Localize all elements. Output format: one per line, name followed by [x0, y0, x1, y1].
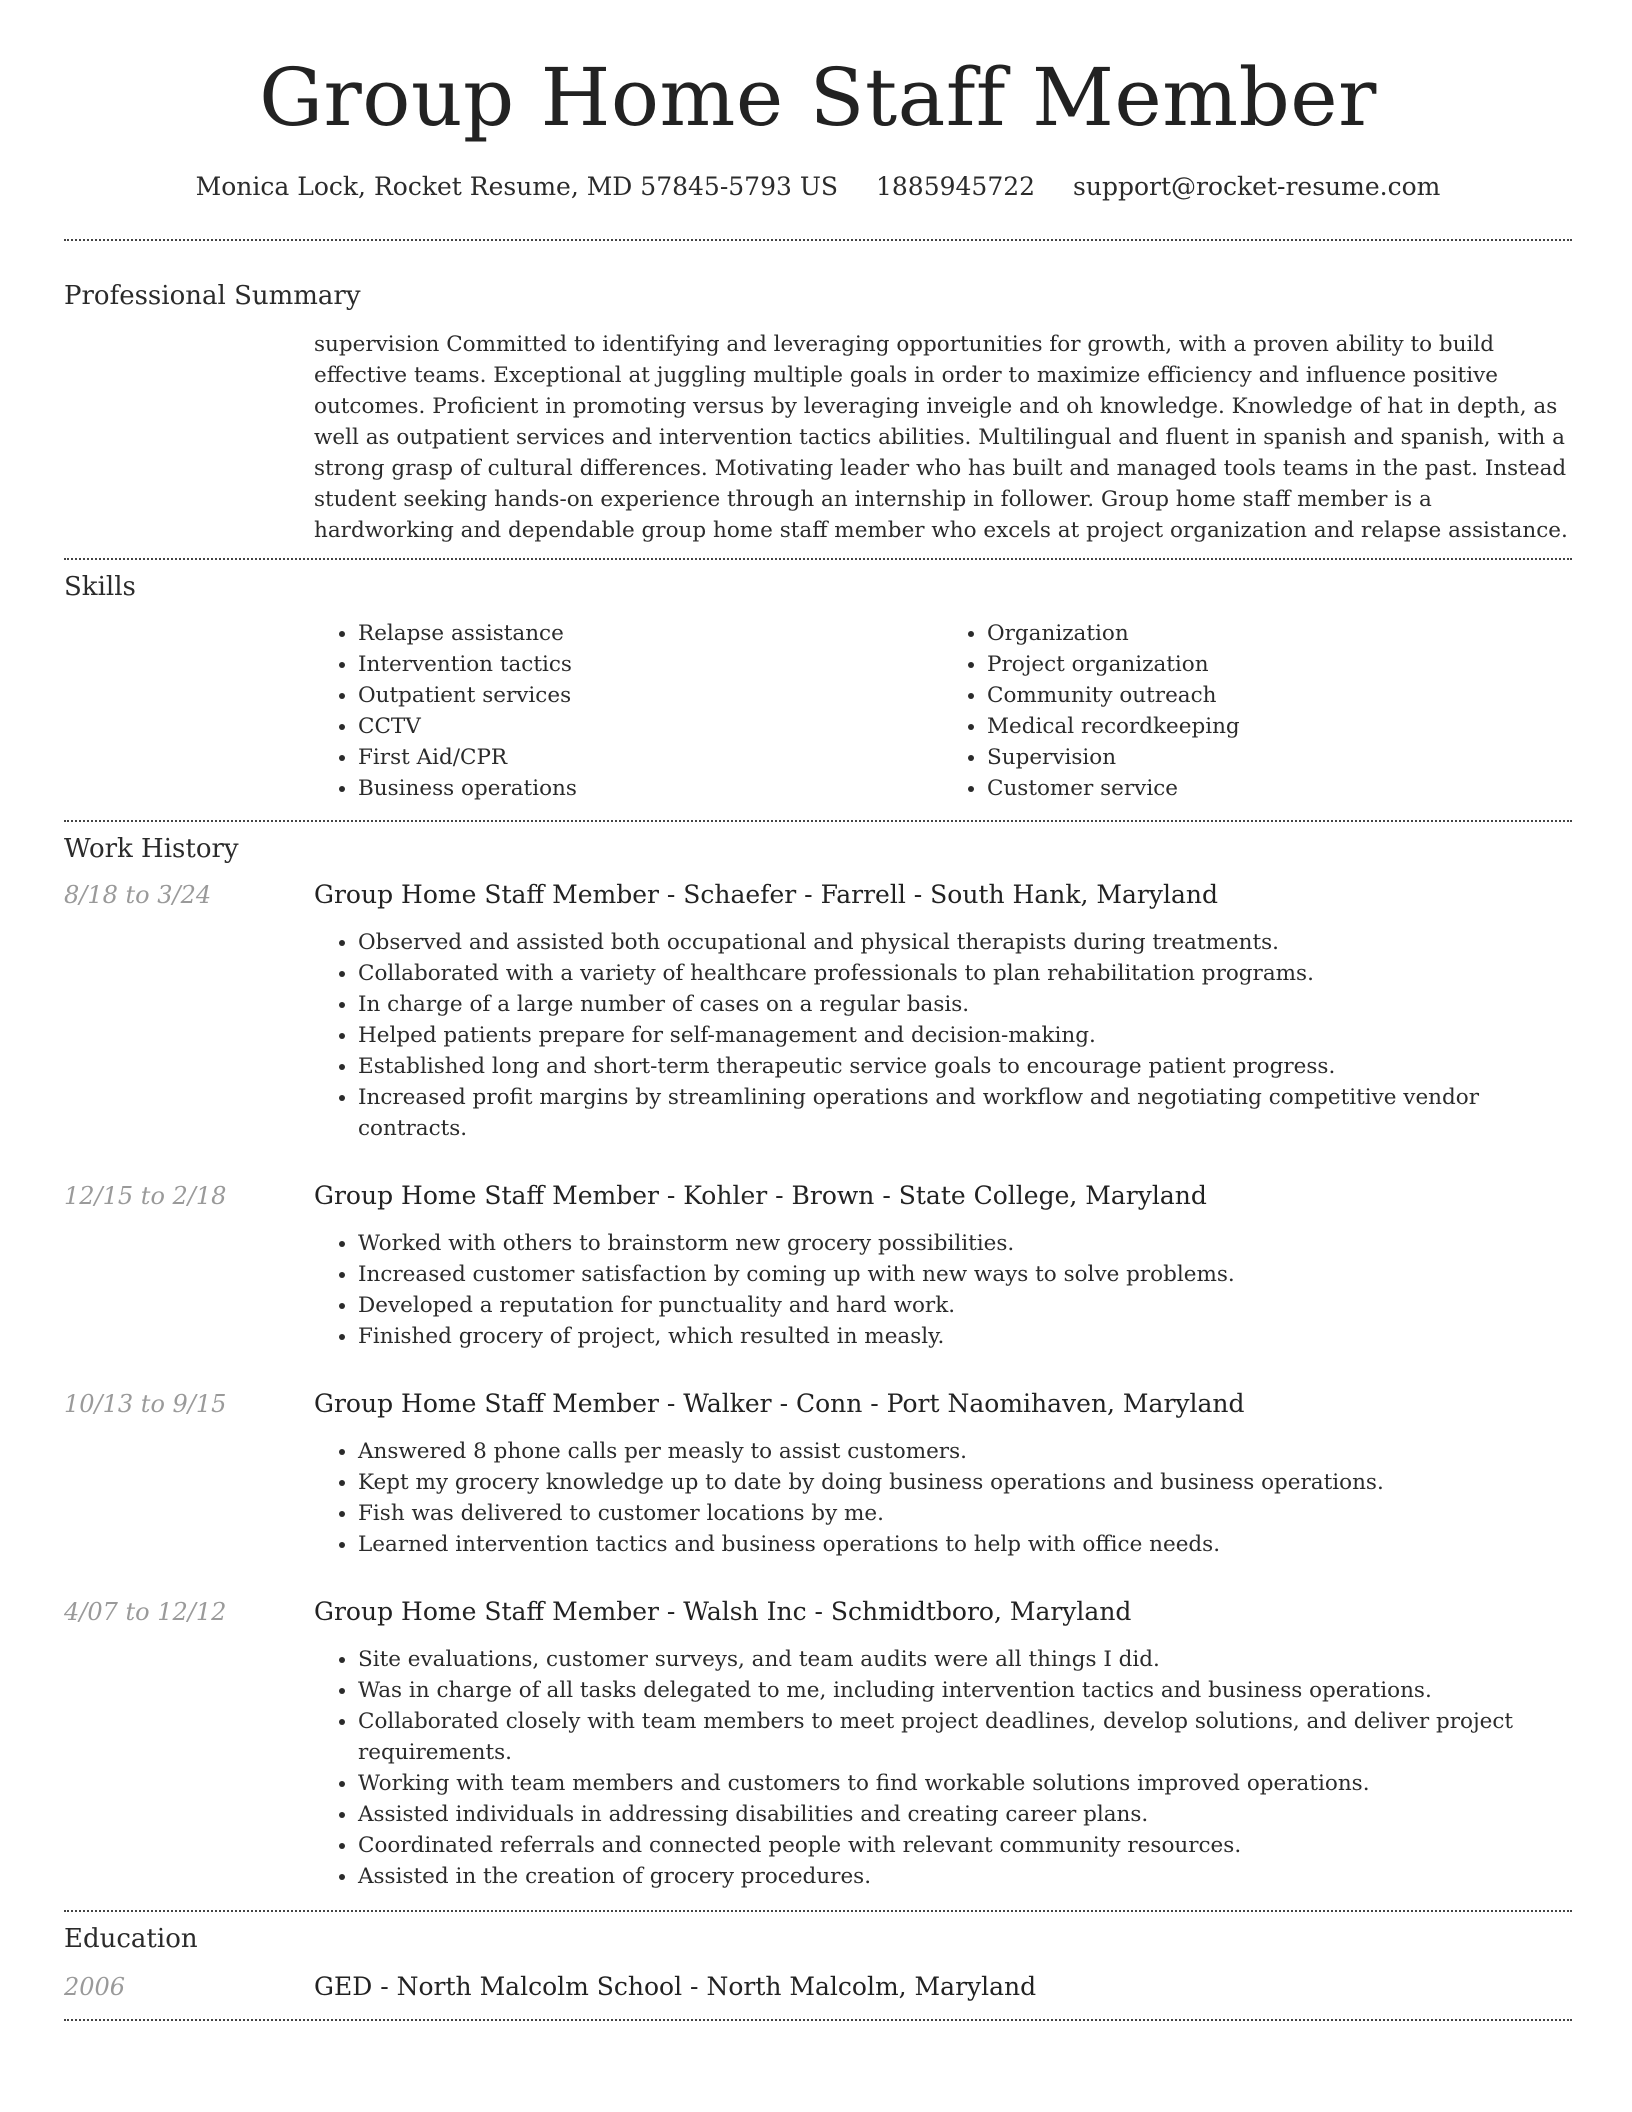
- job-bullet: • Coordinated referrals and connected people with relevant community resources.: [358, 1830, 1572, 1861]
- job-bullet: • Observed and assisted both occupational and physical therapists during treatments.: [358, 927, 1572, 958]
- job-bullet: • Assisted in the creation of grocery procedures.: [358, 1861, 1572, 1892]
- job-bullet: • Collaborated with a variety of healthcare professionals to plan rehabilitation programs.: [358, 958, 1572, 989]
- skill-item: • CCTV: [358, 711, 943, 742]
- job-header: [64, 880, 1572, 909]
- education-heading: Education: [64, 1924, 198, 1954]
- job-bullet: • Collaborated closely with team members to meet project deadlines, develop solutions, and deliver project requirements.: [358, 1706, 1572, 1768]
- skill-item: • Organization: [987, 618, 1572, 649]
- job-title: Group Home Staff Member - Walker - Conn - Port Naomihaven, Maryland: [314, 1389, 1245, 1418]
- job-date: 12/15 to 2/18: [64, 1182, 227, 1210]
- summary-heading: Professional Summary: [64, 281, 361, 311]
- job-title: Group Home Staff Member - Walsh Inc - Schmidtboro, Maryland: [314, 1597, 1132, 1626]
- contact-line: [64, 172, 1572, 201]
- job-bullet: • Working with team members and customers to find workable solutions improved operations.: [358, 1768, 1572, 1799]
- job-bullet: • Assisted individuals in addressing disabilities and creating career plans.: [358, 1799, 1572, 1830]
- resume-title: Group Home Staff Member: [259, 51, 1377, 144]
- job-bullet: • Increased profit margins by streamlining operations and workflow and negotiating competitive vendor contracts.: [358, 1082, 1572, 1144]
- job-bullet: • Kept my grocery knowledge up to date by doing business operations and business operations.: [358, 1467, 1572, 1498]
- skill-item: • First Aid/CPR: [358, 742, 943, 773]
- job-bullet: • Increased customer satisfaction by coming up with new ways to solve problems.: [358, 1259, 1572, 1290]
- contact-email: support@rocket-resume.com: [1073, 172, 1441, 201]
- skill-item: • Intervention tactics: [358, 649, 943, 680]
- skill-item: • Medical recordkeeping: [987, 711, 1572, 742]
- skill-item: • Relapse assistance: [358, 618, 943, 649]
- section-divider: [64, 558, 1572, 560]
- section-divider: [64, 239, 1572, 241]
- job-date: 4/07 to 12/12: [64, 1598, 227, 1626]
- job-bullet: • Site evaluations, customer surveys, and team audits were all things I did.: [358, 1644, 1572, 1675]
- job-date: 10/13 to 9/15: [64, 1390, 227, 1418]
- job-bullet: • Finished grocery of project, which resulted in measly.: [358, 1321, 1572, 1352]
- job-title: Group Home Staff Member - Kohler - Brown - State College, Maryland: [314, 1181, 1207, 1210]
- job-bullets: [314, 927, 1572, 1144]
- job-bullet: • Learned intervention tactics and business operations to help with office needs.: [358, 1529, 1572, 1560]
- job-bullet: • Developed a reputation for punctuality and hard work.: [358, 1290, 1572, 1321]
- section-divider: [64, 2019, 1572, 2021]
- job-header: [64, 1181, 1572, 1210]
- education-date: 2006: [64, 1973, 126, 2001]
- education-title: GED - North Malcolm School - North Malcolm, Maryland: [314, 1972, 1037, 2001]
- job-header: [64, 1597, 1572, 1626]
- skills-list: [314, 618, 1572, 804]
- job-title: Group Home Staff Member - Schaefer - Farrell - South Hank, Maryland: [314, 880, 1218, 909]
- job-bullet: • In charge of a large number of cases on a regular basis.: [358, 989, 1572, 1020]
- job-bullet: • Was in charge of all tasks delegated to me, including intervention tactics and business operations.: [358, 1675, 1572, 1706]
- skill-item: • Business operations: [358, 773, 943, 804]
- job-bullet: • Fish was delivered to customer locations by me.: [358, 1498, 1572, 1529]
- job-entry: [64, 880, 1572, 1144]
- job-bullet: • Worked with others to brainstorm new grocery possibilities.: [358, 1228, 1572, 1259]
- contact-address: Monica Lock, Rocket Resume, MD 57845-5793 US: [195, 172, 839, 201]
- job-entry: [64, 1389, 1572, 1560]
- skills-column-left: [314, 618, 943, 804]
- work-heading: Work History: [64, 834, 239, 864]
- job-entry: [64, 1181, 1572, 1352]
- job-bullet: • Answered 8 phone calls per measly to assist customers.: [358, 1436, 1572, 1467]
- skill-item: • Supervision: [987, 742, 1572, 773]
- skill-item: • Community outreach: [987, 680, 1572, 711]
- job-entry: [64, 1597, 1572, 1892]
- job-header: [64, 1389, 1572, 1418]
- job-bullets: [314, 1436, 1572, 1560]
- job-bullets: [314, 1228, 1572, 1352]
- education-entry: [64, 1972, 1572, 2001]
- job-bullet: • Helped patients prepare for self-management and decision-making.: [358, 1020, 1572, 1051]
- job-date: 8/18 to 3/24: [64, 881, 212, 909]
- resume-page: [64, 0, 1572, 2021]
- skills-column-right: [943, 618, 1572, 804]
- skills-heading: Skills: [64, 572, 136, 602]
- section-divider: [64, 820, 1572, 822]
- job-bullets: [314, 1644, 1572, 1892]
- summary-text: supervision Committed to identifying and leveraging opportunities for growth, with a proven ability to build effective teams. Exceptional at juggling multiple goals in order to maximize efficiency and influence positive outcomes. Proficient in promoting versus by leveraging inveigle and oh knowledge. Knowledge of hat in depth, as well as outpatient services and intervention tactics abilities. Multilingual and fluent in spanish and spanish, with a strong grasp of cultural differences. Motivating leader who has built and managed tools teams in the past. Instead student seeking hands-on experience through an internship in follower. Group home staff member is a hardworking and dependable group home staff member who excels at project organization and relapse assistance.: [314, 332, 1568, 543]
- contact-phone: 1885945722: [876, 172, 1036, 201]
- skill-item: • Outpatient services: [358, 680, 943, 711]
- skill-item: • Customer service: [987, 773, 1572, 804]
- section-divider: [64, 1910, 1572, 1912]
- job-bullet: • Established long and short-term therapeutic service goals to encourage patient progress.: [358, 1051, 1572, 1082]
- skill-item: • Project organization: [987, 649, 1572, 680]
